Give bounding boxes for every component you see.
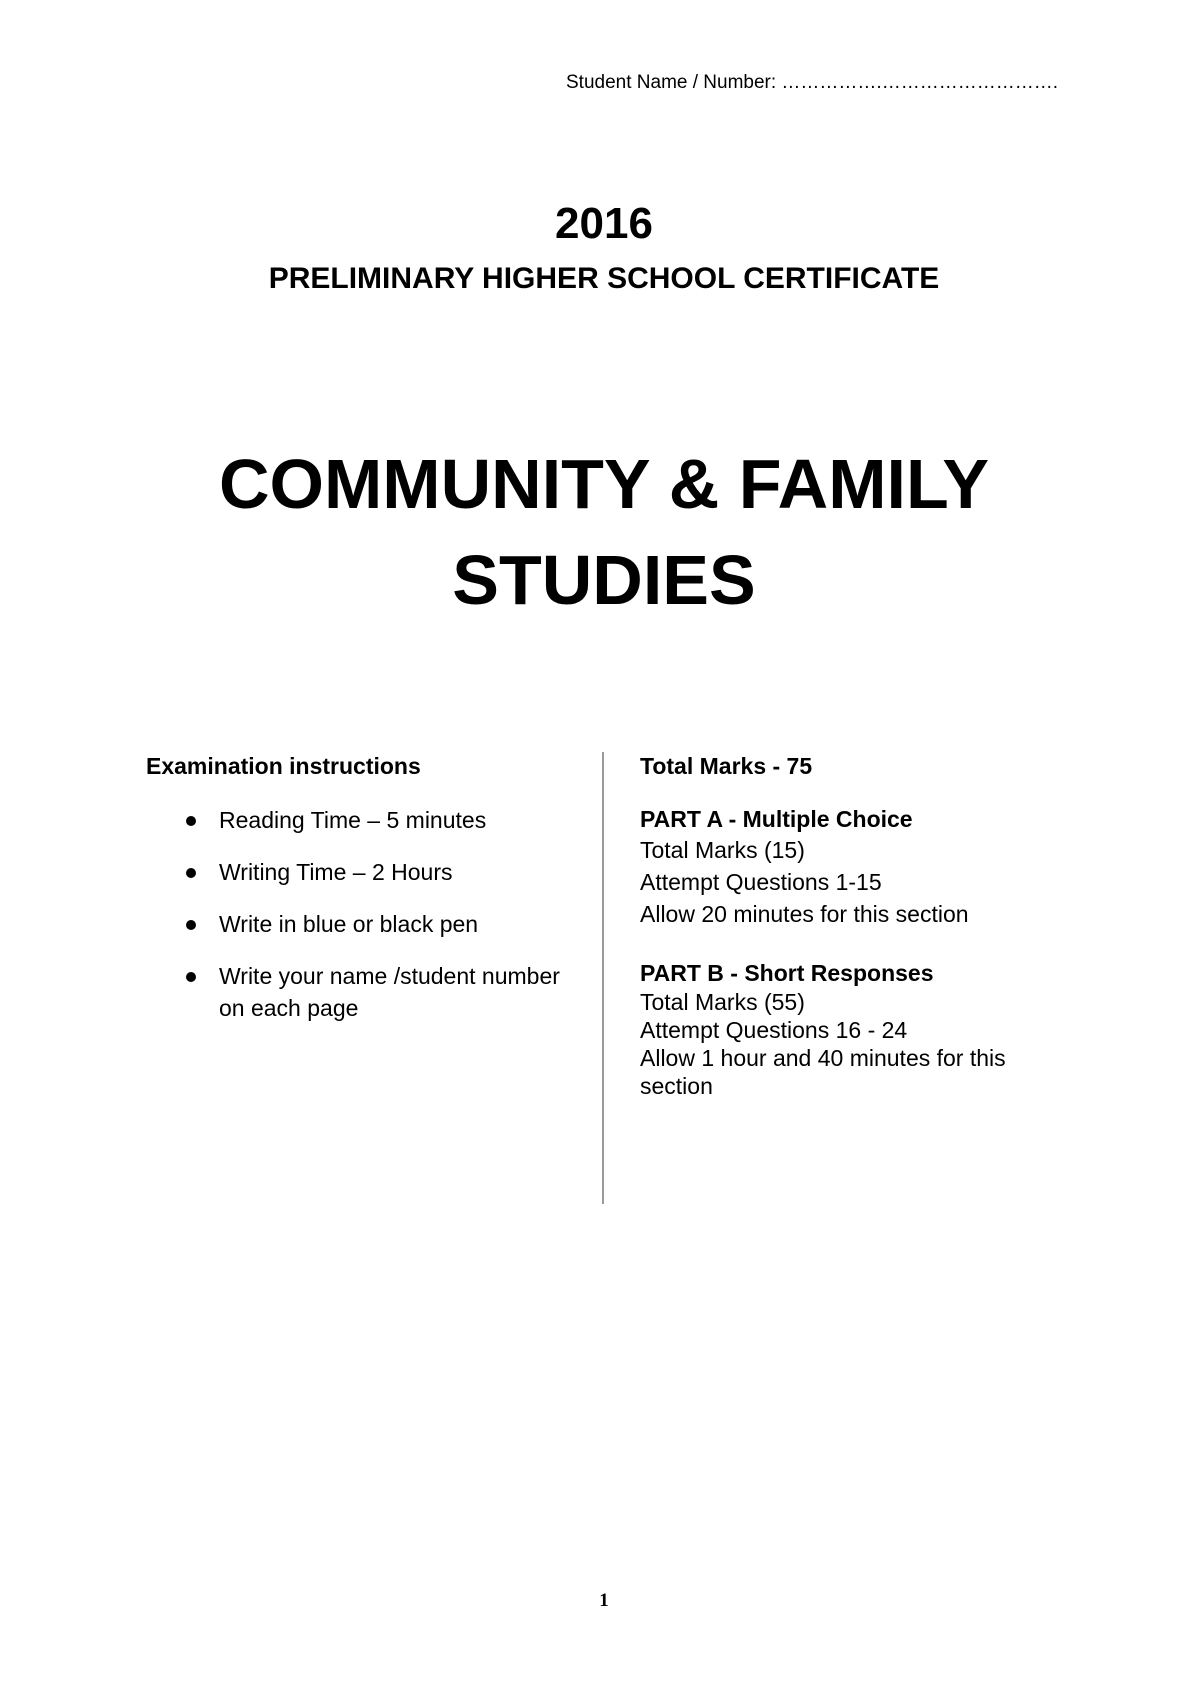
- part-b-title: PART B - Short Responses: [640, 960, 934, 986]
- instructions-heading: Examination instructions: [146, 753, 421, 779]
- instruction-item: [146, 804, 576, 836]
- bullet-icon: [186, 920, 196, 930]
- instruction-text: Write your name /student number on each page: [219, 963, 560, 1021]
- bullet-icon: [186, 972, 196, 982]
- column-divider: [602, 752, 604, 1204]
- part-b-line: Total Marks (55): [640, 989, 805, 1015]
- instruction-text: Reading Time – 5 minutes: [219, 807, 487, 833]
- part-a-line: Total Marks (15): [640, 837, 805, 863]
- part-a-line: Allow 20 minutes for this section: [640, 901, 969, 927]
- instruction-item: [146, 856, 576, 888]
- bullet-icon: [186, 868, 196, 878]
- instruction-text: Writing Time – 2 Hours: [219, 859, 453, 885]
- part-a-line: Attempt Questions 1-15: [640, 869, 882, 895]
- marks-column: [640, 752, 1080, 1100]
- page-number: 1: [599, 1590, 609, 1611]
- part-a-title: PART A - Multiple Choice: [640, 806, 913, 832]
- instruction-item: [146, 908, 576, 940]
- total-marks: Total Marks - 75: [640, 753, 813, 779]
- part-b-line: Allow 1 hour and 40 minutes for this section: [640, 1045, 1006, 1099]
- subject-title-line-2: STUDIES: [452, 541, 756, 619]
- part-b-line: Attempt Questions 16 - 24: [640, 1017, 908, 1043]
- student-name-number-line: Student Name / Number: …………….……………………….: [566, 72, 1058, 93]
- certificate-title: PRELIMINARY HIGHER SCHOOL CERTIFICATE: [268, 262, 940, 295]
- instruction-text: Write in blue or black pen: [219, 911, 479, 937]
- instructions-column: [146, 752, 576, 1024]
- subject-title: [0, 436, 1200, 628]
- exam-year: 2016: [555, 199, 653, 248]
- subject-title-line-1: COMMUNITY & FAMILY: [218, 445, 990, 523]
- part-a-section: [640, 804, 1080, 930]
- bullet-icon: [186, 816, 196, 826]
- instruction-item: [146, 960, 576, 1024]
- part-b-section: [640, 958, 1080, 1100]
- instructions-list: [146, 804, 576, 1024]
